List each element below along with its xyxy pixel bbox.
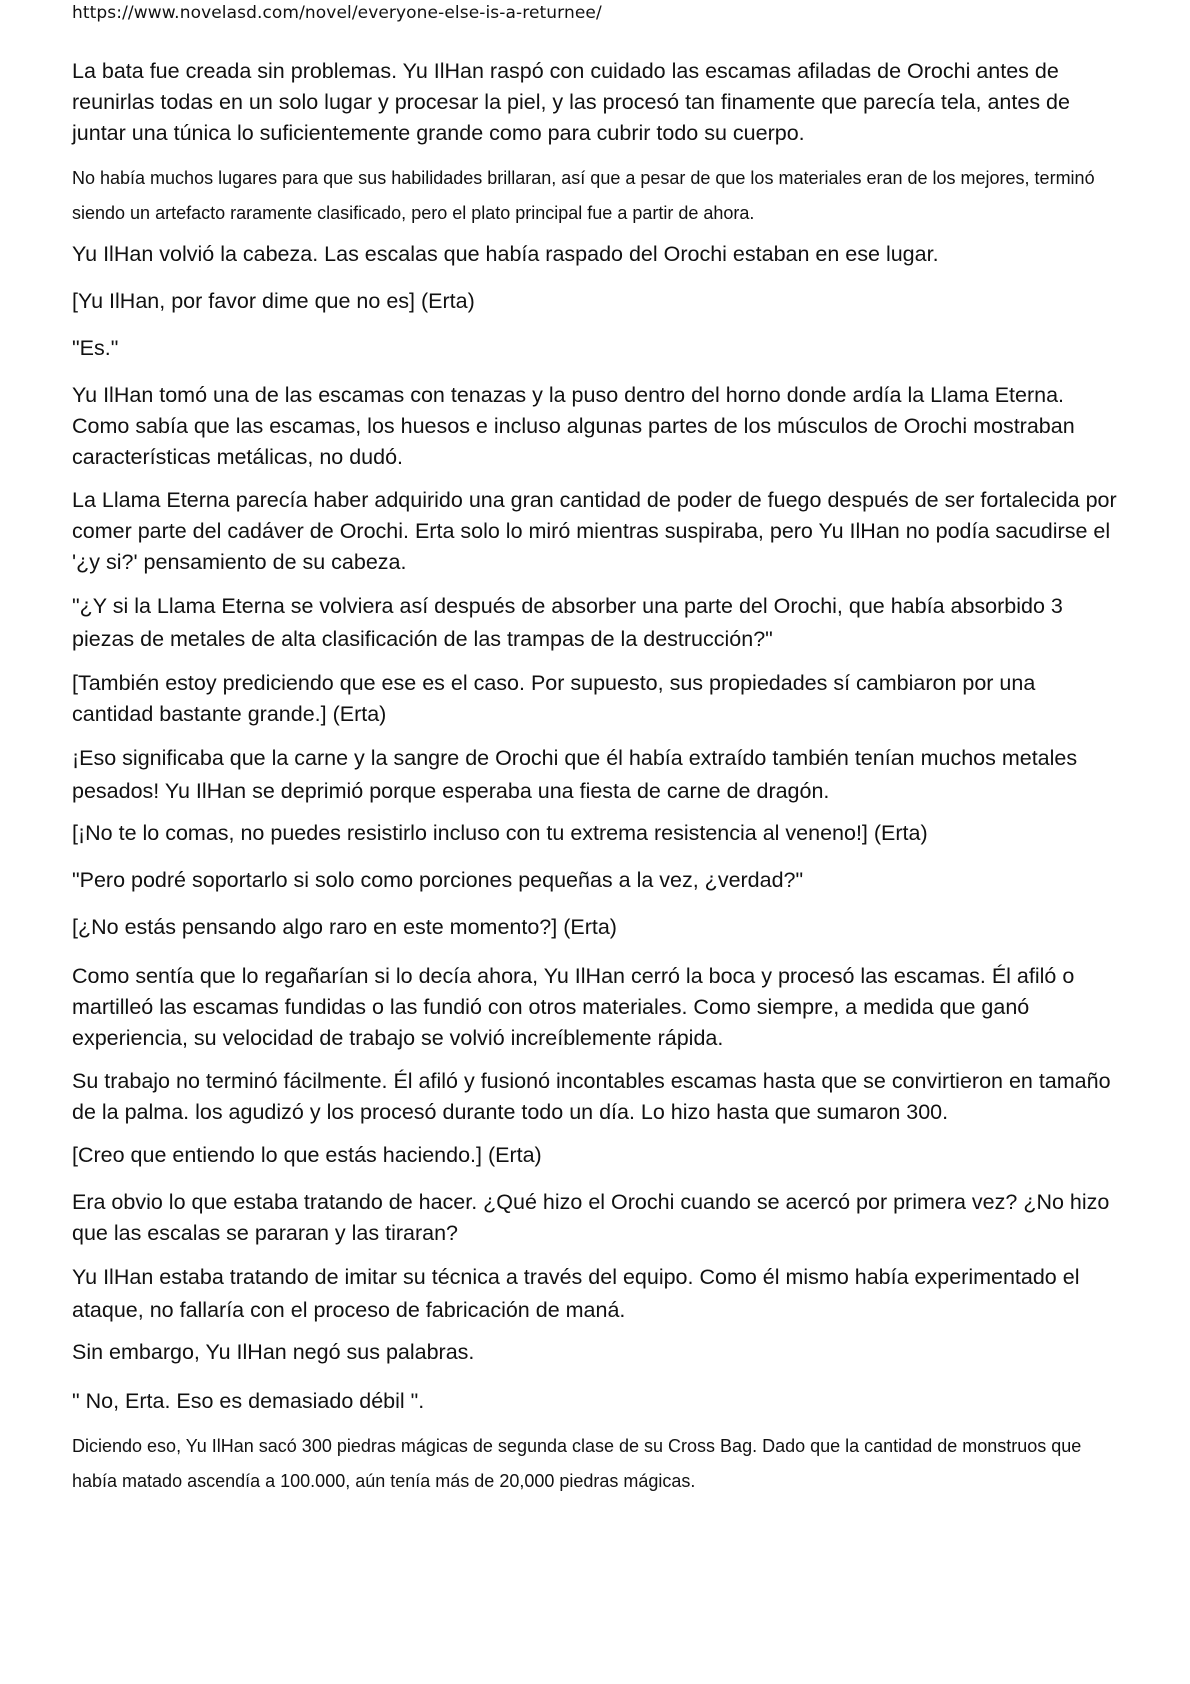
paragraph-1: La bata fue creada sin problemas. Yu IlHan raspó con cuidado las escamas afiladas de Orochi antes de reunirlas todas en un solo lugar y procesar la piel, y las procesó tan finamente que parecía tela, antes de juntar una túnica lo suficientemente grande como para cubrir todo su cuerpo. bbox=[72, 59, 1070, 145]
paragraph-19: Sin embargo, Yu IlHan negó sus palabras. bbox=[72, 1340, 475, 1364]
paragraph-15: Su trabajo no terminó fácilmente. Él afiló y fusionó incontables escamas hasta que se convirtieron en tamaño de la palma. los agudizó y los procesó durante todo un día. Lo hizo hasta que sumaron 300. bbox=[72, 1069, 1111, 1124]
paragraph-16: [Creo que entiendo lo que estás haciendo.] (Erta) bbox=[72, 1143, 542, 1167]
paragraph-12: "Pero podré soportarlo si solo como porciones pequeñas a la vez, ¿verdad?" bbox=[72, 868, 804, 892]
paragraph-5: "Es." bbox=[72, 336, 119, 360]
paragraph-20: " No, Erta. Eso es demasiado débil ". bbox=[72, 1389, 425, 1413]
paragraph-18: Yu IlHan estaba tratando de imitar su técnica a través del equipo. Como él mismo había experimentado el ataque, no fallaría con el proceso de fabricación de maná. bbox=[72, 1265, 1080, 1322]
paragraph-21: Diciendo eso, Yu IlHan sacó 300 piedras mágicas de segunda clase de su Cross Bag. Dado que la cantidad de monstruos que había matado ascendía a 100.000, aún tenía más de 20,000 piedras mágicas. bbox=[72, 1436, 1082, 1491]
paragraph-4: [Yu IlHan, por favor dime que no es] (Erta) bbox=[72, 289, 475, 313]
paragraph-11: [¡No te lo comas, no puedes resistirlo incluso con tu extrema resistencia al veneno!] (Erta) bbox=[72, 821, 928, 845]
paragraph-2: No había muchos lugares para que sus habilidades brillaran, así que a pesar de que los materiales eran de los mejores, terminó siendo un artefacto raramente clasificado, pero el plato principal fue a partir de ahora. bbox=[72, 168, 1095, 223]
paragraph-7: La Llama Eterna parecía haber adquirido una gran cantidad de poder de fuego después de ser fortalecida por comer parte del cadáver de Orochi. Erta solo lo miró mientras suspiraba, pero Yu IlHan no podía sacudirse el '¿y si?' pensamiento de su cabeza. bbox=[72, 488, 1117, 574]
paragraph-13: [¿No estás pensando algo raro en este momento?] (Erta) bbox=[72, 915, 617, 939]
paragraph-10: ¡Eso significaba que la carne y la sangre de Orochi que él había extraído también tenían muchos metales pesados! Yu IlHan se deprimió porque esperaba una fiesta de carne de dragón. bbox=[72, 746, 1078, 803]
page-url: https://www.novelasd.com/novel/everyone-else-is-a-returnee/ bbox=[72, 3, 602, 23]
chapter-body bbox=[72, 56, 1117, 1499]
paragraph-17: Era obvio lo que estaba tratando de hacer. ¿Qué hizo el Orochi cuando se acercó por primera vez? ¿No hizo que las escalas se pararan y las tiraran? bbox=[72, 1190, 1110, 1245]
paragraph-6: Yu IlHan tomó una de las escamas con tenazas y la puso dentro del horno donde ardía la Llama Eterna. Como sabía que las escamas, los huesos e incluso algunas partes de los músculos de Orochi mostraban características metálicas, no dudó. bbox=[72, 383, 1075, 469]
paragraph-14: Como sentía que lo regañarían si lo decía ahora, Yu IlHan cerró la boca y procesó las escamas. Él afiló o martilleó las escamas fundidas o las fundió con otros materiales. Como siempre, a medida que ganó experiencia, su velocidad de trabajo se volvió increíblemente rápida. bbox=[72, 964, 1075, 1050]
paragraph-3: Yu IlHan volvió la cabeza. Las escalas que había raspado del Orochi estaban en ese lugar. bbox=[72, 242, 939, 266]
paragraph-8: "¿Y si la Llama Eterna se volviera así después de absorber una parte del Orochi, que había absorbido 3 piezas de metales de alta clasificación de las trampas de la destrucción?" bbox=[72, 594, 1063, 651]
paragraph-9: [También estoy prediciendo que ese es el caso. Por supuesto, sus propiedades sí cambiaron por una cantidad bastante grande.] (Erta) bbox=[72, 671, 1036, 726]
